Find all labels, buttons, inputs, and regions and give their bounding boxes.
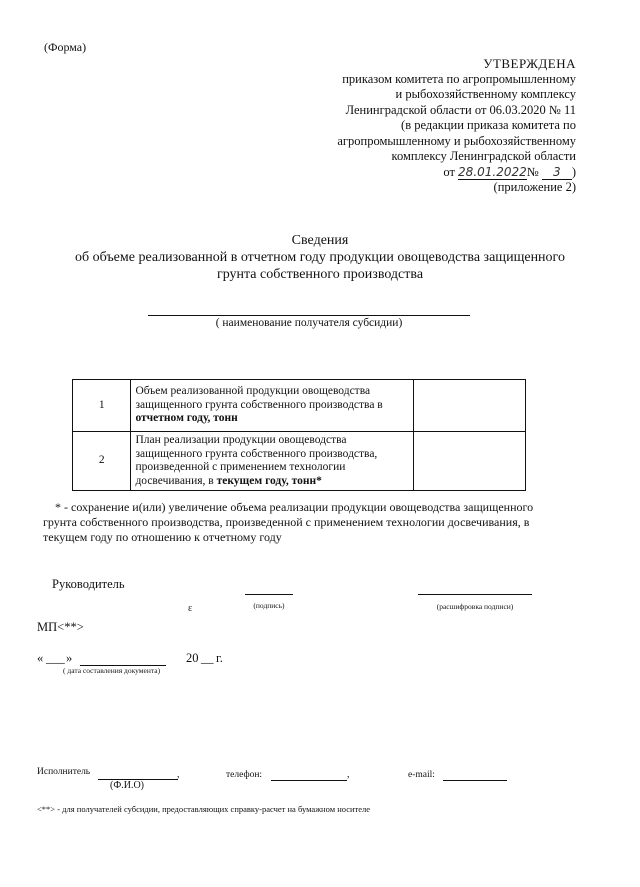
handwritten-number: 3: [542, 166, 572, 180]
approved-date-line: [256, 165, 576, 181]
approved-line-4: (в редакции приказа комитета по: [401, 118, 576, 132]
title-line-3: грунта собственного производства: [216, 267, 424, 282]
head-label: Руководитель: [52, 577, 125, 591]
signature-line: [245, 594, 293, 595]
approved-line-2: и рыбохозяйственному комплексу: [395, 87, 576, 101]
handwritten-date: 28.01.2022: [458, 164, 527, 179]
year-blank: __: [201, 651, 214, 665]
executor-caption: (Ф.И.О): [110, 780, 145, 791]
row-description: Объем реализованной продукции овощеводства защищенного грунта собственного производства в отчетном году, тонн: [131, 380, 414, 432]
date-day-blank: ___: [46, 651, 65, 665]
approved-title: УТВЕРЖДЕНА: [483, 56, 576, 71]
date-suffix: ): [571, 164, 576, 179]
footnote-line-2: грунта собственного производства, произведенной с применением технологии досвечивания, в: [43, 515, 530, 529]
stamp-mark: МП<**>: [37, 620, 84, 634]
row-number: 2: [73, 432, 131, 491]
phone-line: [271, 780, 347, 781]
appendix-label: (приложение 2): [493, 180, 576, 194]
footnote: [43, 500, 583, 545]
recipient-caption: ( наименование получателя субсидии): [215, 317, 403, 329]
bottom-note: <**> - для получателей субсидии, предоставляющих справку-расчет на бумажном носителе: [37, 804, 371, 814]
row-value-cell[interactable]: [414, 380, 526, 432]
email-line: [443, 780, 507, 781]
signature-caption: (подпись): [253, 601, 285, 610]
row-value-cell[interactable]: [414, 432, 526, 491]
approved-line-6: комплексу Ленинградской области: [391, 149, 576, 163]
data-table: [72, 379, 526, 491]
stray-mark: ɛ: [188, 603, 193, 614]
table-row: [73, 380, 526, 432]
decode-line: [418, 594, 532, 595]
form-label: (Форма): [44, 40, 87, 54]
footnote-line-3: текущем году по отношению к отчетному году: [43, 530, 282, 544]
row-number: 1: [73, 380, 131, 432]
row-description: План реализации продукции овощеводства защищенного грунта собственного производства, произведенной с применением технологии досвечивания, в текущем году, тонн*: [131, 432, 414, 491]
email-label: e-mail:: [408, 770, 435, 780]
date-close-quote: »: [66, 651, 73, 665]
date-open-quote: «: [37, 651, 44, 665]
recipient-name-line: [148, 315, 470, 316]
approval-block: [256, 56, 576, 196]
phone-label: телефон:: [226, 770, 263, 780]
title-line-2: об объеме реализованной в отчетном году продукции овощеводства защищенного: [75, 250, 565, 265]
document-title: [0, 232, 640, 283]
approved-line-3: Ленинградской области от 06.03.2020 № 11: [345, 102, 576, 117]
number-prefix: №: [526, 164, 539, 179]
approved-line-1: приказом комитета по агропромышленному: [342, 71, 576, 86]
date-prefix: от: [443, 164, 455, 179]
year-prefix: 20: [186, 651, 199, 665]
table-row: [73, 432, 526, 491]
approved-line-5: агропромышленному и рыбохозяйственному: [337, 133, 576, 148]
footnote-line-1: * - сохранение и(или) увеличение объема реализации продукции овощеводства защищенного: [55, 500, 534, 514]
executor-label: Исполнитель: [37, 767, 91, 777]
date-caption: ( дата составления документа): [63, 666, 161, 675]
title-line-1: Сведения: [291, 233, 349, 248]
year-suffix: г.: [216, 651, 223, 665]
decode-caption: (расшифровка подписи): [436, 602, 514, 611]
